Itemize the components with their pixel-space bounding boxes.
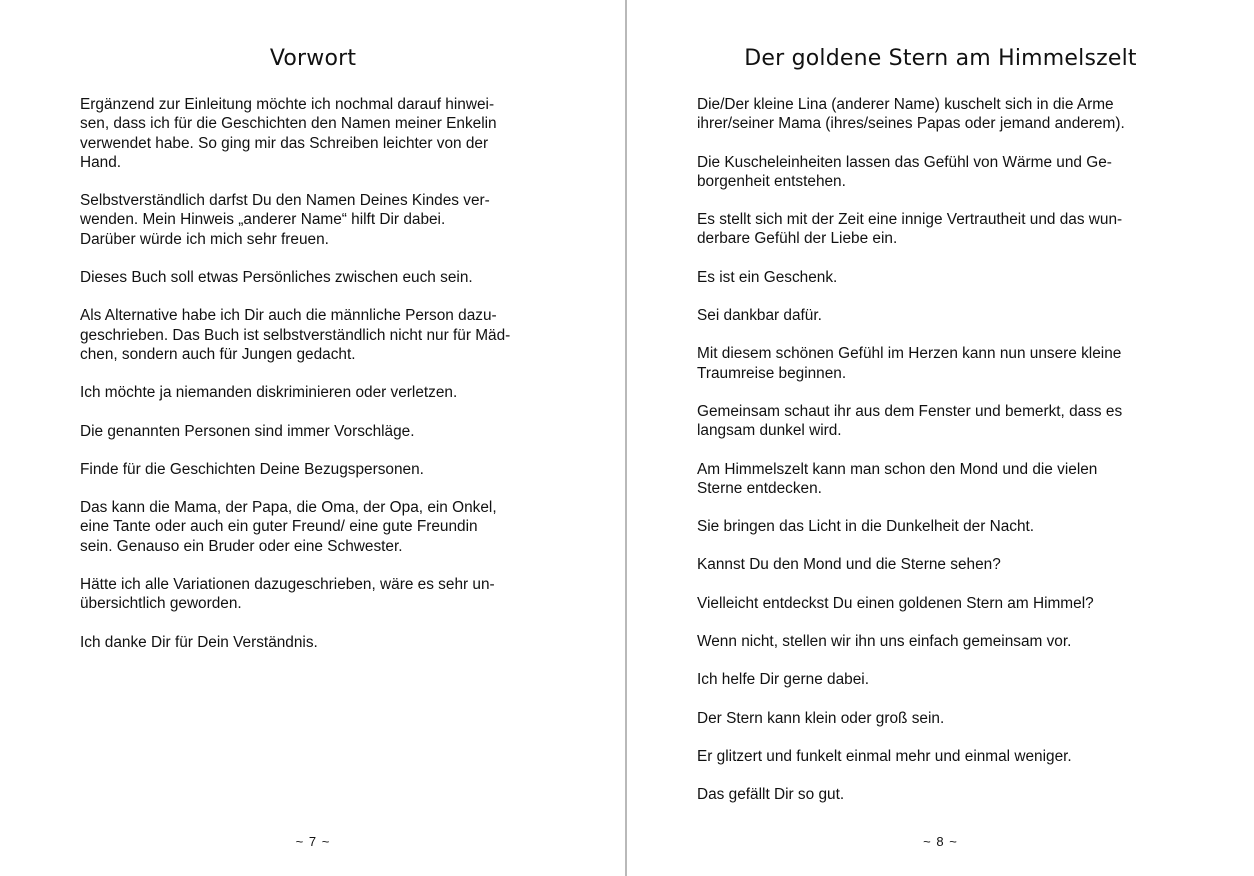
paragraph: Er glitzert und funkelt einmal mehr und einmal weniger.	[697, 747, 1072, 765]
paragraph: Mit diesem schönen Gefühl im Herzen kann nun unsere kleine Traumreise beginnen.	[697, 345, 1122, 382]
page-title: Vorwort	[269, 46, 357, 71]
left-page	[0, 0, 626, 876]
paragraph: Wenn nicht, stellen wir ihn uns einfach gemeinsam vor.	[697, 633, 1072, 651]
paragraph: Dieses Buch soll etwas Persönliches zwischen euch sein.	[80, 269, 473, 287]
paragraph: Ergänzend zur Einleitung möchte ich nochmal darauf hinwei- sen, dass ich für die Geschichten den Namen meiner Enkelin verwendet habe. So ging mir das Schreiben leichter von der Hand.	[80, 96, 497, 171]
right-page	[627, 0, 1254, 876]
paragraph: Es stellt sich mit der Zeit eine innige Vertrautheit und das wun- derbare Gefühl der Liebe ein.	[697, 211, 1123, 248]
page-body	[697, 95, 1173, 824]
paragraph: Hätte ich alle Variationen dazugeschrieben, wäre es sehr un- übersichtlich geworden.	[80, 576, 495, 613]
paragraph: Die genannten Personen sind immer Vorschläge.	[80, 422, 415, 440]
paragraph: Das gefällt Dir so gut.	[697, 786, 845, 804]
paragraph: Es ist ein Geschenk.	[697, 268, 838, 286]
paragraph: Selbstverständlich darfst Du den Namen Deines Kindes ver- wenden. Mein Hinweis „anderer Name“ hilft Dir dabei. Darüber würde ich mich sehr freuen.	[80, 192, 490, 248]
paragraph: Sei dankbar dafür.	[697, 307, 822, 325]
paragraph: Der Stern kann klein oder groß sein.	[697, 709, 945, 727]
paragraph: Ich möchte ja niemanden diskriminieren oder verletzen.	[80, 384, 458, 402]
paragraph: Gemeinsam schaut ihr aus dem Fenster und bemerkt, dass es langsam dunkel wird.	[697, 402, 1123, 440]
paragraph: Die/Der kleine Lina (anderer Name) kuschelt sich in die Arme ihrer/seiner Mama (ihres/seines Papas oder jemand anderem).	[697, 96, 1125, 133]
paragraph: Die Kuscheleinheiten lassen das Gefühl von Wärme und Ge- borgenheit entstehen.	[697, 153, 1112, 190]
paragraph: Das kann die Mama, der Papa, die Oma, der Opa, ein Onkel, eine Tante oder auch ein guter Freund/ eine gute Freundin sein. Genauso ein Bruder oder eine Schwester.	[80, 499, 497, 555]
page-body	[80, 95, 556, 671]
paragraph: Kannst Du den Mond und die Sterne sehen?	[697, 556, 1001, 574]
paragraph: Vielleicht entdeckst Du einen goldenen Stern am Himmel?	[697, 594, 1094, 612]
page-title: Der goldene Stern am Himmelszelt	[744, 46, 1137, 71]
paragraph: Ich helfe Dir gerne dabei.	[697, 671, 869, 689]
paragraph: Sie bringen das Licht in die Dunkelheit der Nacht.	[697, 518, 1035, 536]
paragraph: Als Alternative habe ich Dir auch die männliche Person dazu- geschrieben. Das Buch ist selbstverständlich nicht nur für Mäd- chen, sondern auch für Jungen gedacht.	[80, 307, 511, 363]
paragraph: Ich danke Dir für Dein Verständnis.	[80, 633, 318, 651]
paragraph: Finde für die Geschichten Deine Bezugspersonen.	[80, 460, 424, 478]
page-number: ~ 8 ~	[923, 834, 958, 849]
paragraph: Am Himmelszelt kann man schon den Mond und die vielen Sterne entdecken.	[697, 460, 1098, 497]
page-number: ~ 7 ~	[295, 834, 331, 849]
